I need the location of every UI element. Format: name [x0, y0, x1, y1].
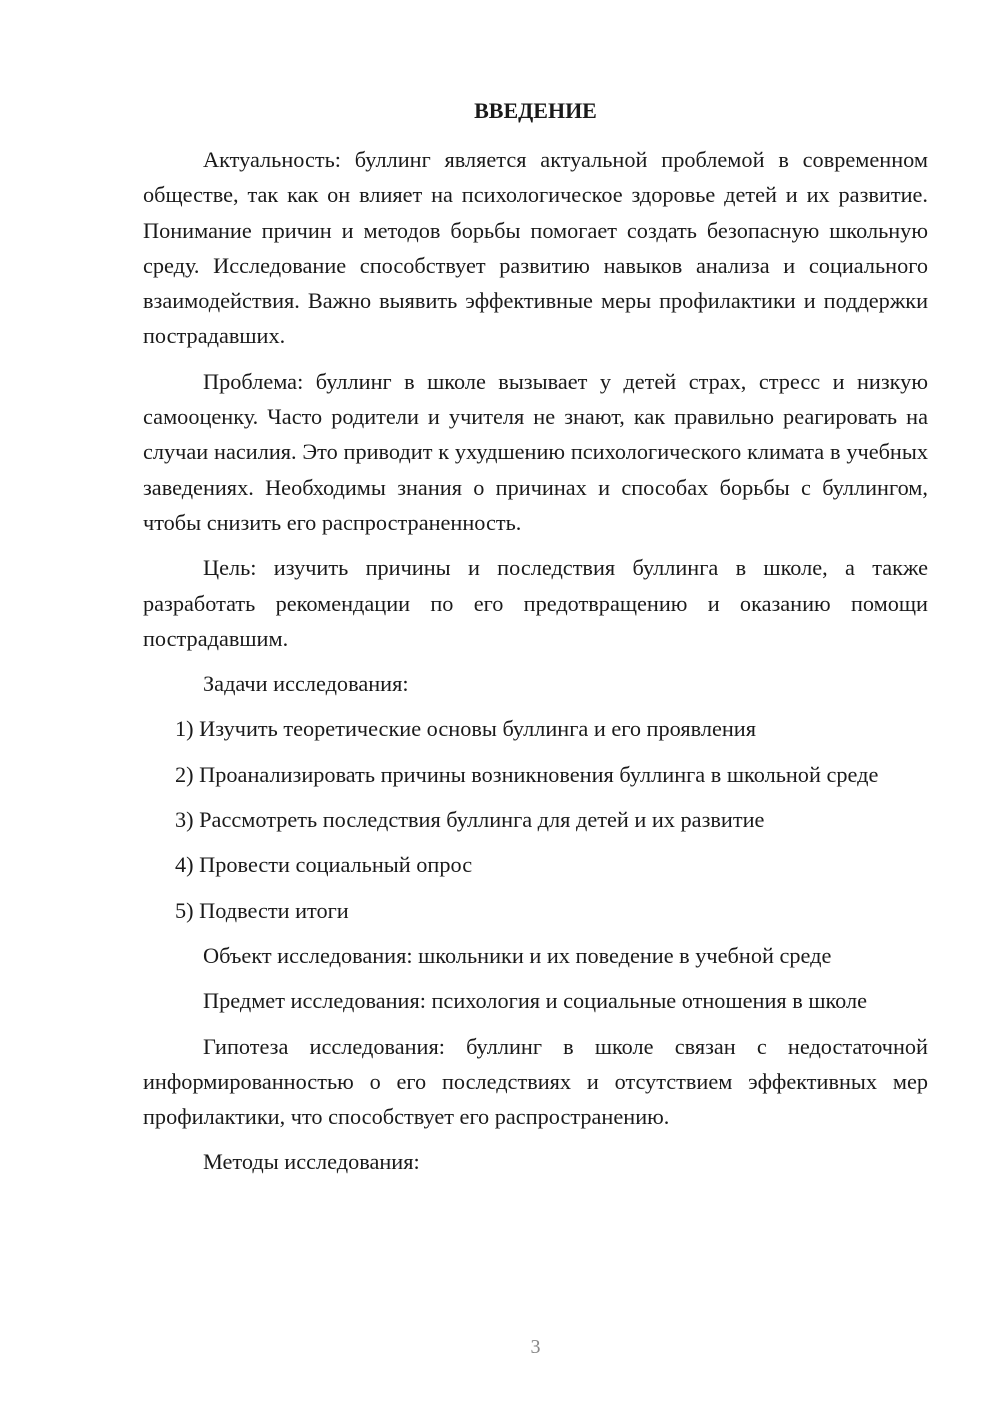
document-body	[143, 142, 928, 1190]
methods-heading: Методы исследования:	[203, 1149, 420, 1175]
research-object-paragraph: Объект исследования: школьники и их поведение в учебной среде	[203, 942, 832, 968]
problem-paragraph: Проблема: буллинг в школе вызывает у детей страх, стресс и низкую самооценку. Часто родители и учителя не знают, как правильно реагировать на случаи насилия. Это приводит к ухудшению психологического климата в учебных заведениях. Необходимы знания о причинах и способах борьбы с буллингом, чтобы снизить его распространенность.	[143, 368, 928, 535]
research-subject-paragraph: Предмет исследования: психология и социальные отношения в школе	[203, 988, 868, 1014]
task-item: 5) Подвести итоги	[175, 897, 349, 923]
hypothesis-paragraph: Гипотеза исследования: буллинг в школе связан с недостаточной информированностью о его последствиях и отсутствием эффективных мер профилактики, что способствует его распространению.	[143, 1033, 928, 1130]
page-number: 3	[530, 1336, 541, 1358]
tasks-heading: Задачи исследования:	[203, 671, 409, 697]
relevance-paragraph: Актуальность: буллинг является актуальной проблемой в современном обществе, так как он влияет на психологическое здоровье детей и их развитие. Понимание причин и методов борьбы помогает создать безопасную школьную среду. Исследование способствует развитию навыков анализа и социального взаимодействия. Важно выявить эффективные меры профилактики и поддержки пострадавших.	[143, 147, 928, 349]
goal-paragraph: Цель: изучить причины и последствия буллинга в школе, а также разработать рекомендации по его предотвращению и оказанию помощи пострадавшим.	[143, 555, 928, 651]
task-item: 2) Проанализировать причины возникновения буллинга в школьной среде	[175, 761, 879, 787]
section-title: ВВЕДЕНИЕ	[474, 98, 597, 123]
task-item: 3) Рассмотреть последствия буллинга для детей и их развитие	[175, 807, 765, 833]
task-item: 4) Провести социальный опрос	[175, 852, 473, 878]
task-item: 1) Изучить теоретические основы буллинга и его проявления	[175, 716, 756, 742]
